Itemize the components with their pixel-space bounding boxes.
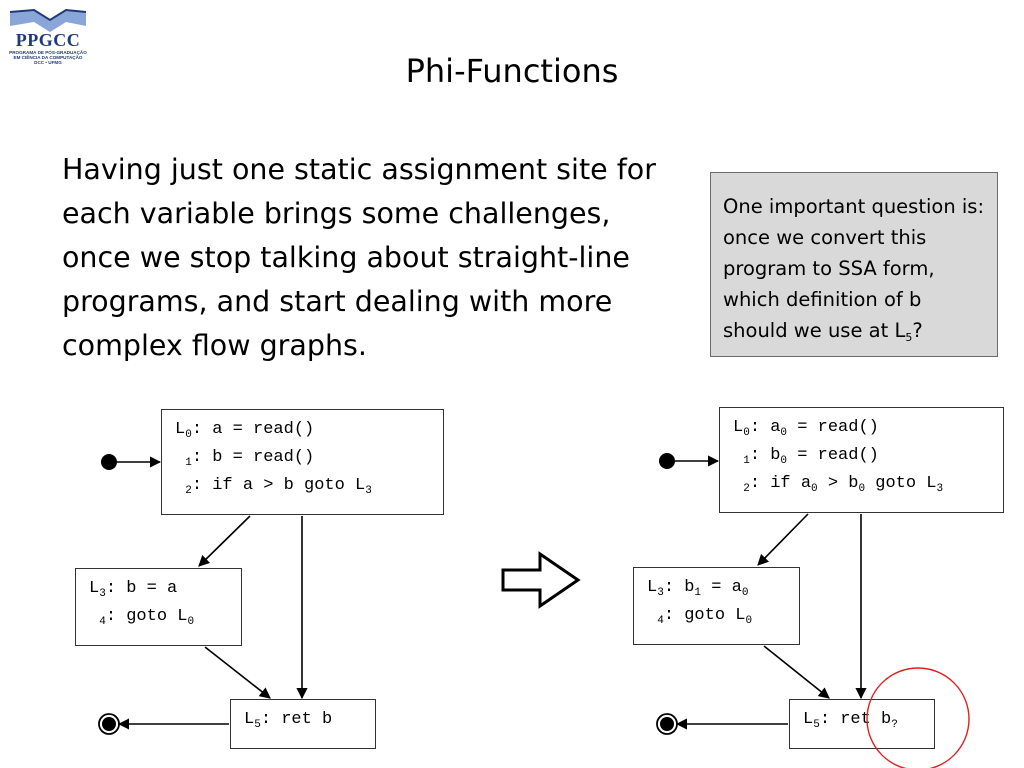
code-text	[733, 474, 743, 493]
code-text: L	[733, 418, 744, 437]
code-subscript: 0	[187, 616, 195, 628]
code-line	[647, 602, 799, 630]
left-edge-l3-to-l5	[205, 647, 270, 698]
code-subscript: 1	[743, 455, 750, 467]
callout-suffix: ?	[912, 319, 923, 342]
logo-subtitle-line-3: DCC • UFMG	[34, 60, 62, 65]
code-text: = read()	[787, 418, 879, 437]
code-line	[803, 706, 934, 734]
code-line	[647, 574, 799, 602]
code-text: > b	[817, 474, 859, 493]
code-text: : if a	[749, 474, 812, 493]
code-text: : ret b	[819, 710, 892, 729]
callout-box	[710, 172, 998, 357]
code-text: : goto L	[105, 607, 188, 626]
code-subscript: 5	[254, 719, 261, 731]
code-text: L	[647, 578, 658, 597]
right-l3-block	[633, 567, 800, 645]
left-entry-node-icon	[101, 454, 117, 470]
code-subscript: 0	[741, 587, 749, 599]
code-subscript: 0	[745, 615, 753, 627]
code-subscript: 3	[657, 587, 664, 599]
code-text: : a = read()	[191, 420, 315, 439]
code-text: L	[175, 420, 186, 439]
code-subscript: 0	[185, 429, 192, 441]
code-line	[733, 414, 1003, 442]
code-subscript: 2	[185, 485, 192, 497]
code-text: : b	[749, 446, 781, 465]
code-text: : b = read()	[191, 448, 315, 467]
slide-title: Phi-Functions	[405, 52, 619, 90]
code-text	[175, 448, 185, 467]
code-line	[89, 603, 241, 631]
code-subscript: 0	[858, 483, 866, 495]
code-line	[244, 706, 375, 734]
code-text	[175, 476, 185, 495]
left-exit-node-icon	[99, 714, 119, 734]
code-text	[89, 607, 99, 626]
code-line	[89, 575, 241, 603]
transform-arrow-icon	[503, 554, 578, 606]
code-text	[647, 606, 657, 625]
code-line	[175, 416, 443, 444]
code-text: : b	[663, 578, 695, 597]
code-text: = read()	[787, 446, 879, 465]
left-l5-block	[230, 699, 376, 749]
right-l5-block	[789, 699, 935, 749]
code-text: : ret b	[260, 710, 333, 729]
code-text	[733, 446, 743, 465]
code-subscript: 2	[743, 483, 750, 495]
code-subscript: 5	[813, 719, 820, 731]
code-subscript: 3	[365, 485, 372, 497]
logo-name: PPGCC	[15, 30, 81, 50]
left-l3-block	[75, 568, 242, 646]
code-subscript: 0	[780, 427, 788, 439]
code-subscript: 1	[185, 457, 192, 469]
code-text: L	[244, 710, 255, 729]
code-subscript: 0	[811, 483, 818, 495]
callout-text: One important question is: once we convert this program to SSA form, which definition of b should we use at L	[723, 195, 985, 342]
code-text: : goto L	[663, 606, 746, 625]
right-entry-block	[719, 407, 1004, 513]
code-text: : a	[749, 418, 781, 437]
code-subscript: 1	[694, 587, 702, 599]
code-text: : if a > b goto L	[191, 476, 366, 495]
code-text: : b = a	[105, 579, 178, 598]
callout-subscript: 5	[905, 331, 913, 344]
body-paragraph: Having just one static assignment site for each variable brings some challenges, once we stop talking about straight-line programs, and start dealing with more complex flow graphs.	[62, 153, 656, 362]
code-subscript: ?	[891, 719, 898, 731]
right-entry-node-icon	[659, 453, 675, 469]
right-edge-entry-to-l3	[758, 514, 808, 565]
left-edge-entry-to-l3	[199, 516, 250, 566]
code-subscript: 3	[936, 483, 944, 495]
code-line	[175, 444, 443, 472]
code-text: L	[89, 579, 100, 598]
code-line	[733, 442, 1003, 470]
code-subscript: 3	[99, 588, 106, 600]
code-subscript: 4	[657, 615, 664, 627]
code-text: = a	[701, 578, 742, 597]
right-exit-node-icon	[657, 714, 677, 734]
code-subscript: 4	[99, 616, 106, 628]
code-text: L	[803, 710, 814, 729]
logo-subtitle-line-2: EM CIÊNCIA DA COMPUTAÇÃO	[13, 55, 83, 60]
left-entry-block	[161, 409, 444, 515]
code-subscript: 0	[743, 427, 750, 439]
code-line	[175, 472, 443, 500]
code-subscript: 0	[780, 455, 788, 467]
logo-subtitle-line-1: PROGRAMA DE PÓS-GRADUAÇÃO	[9, 50, 87, 55]
code-text: goto L	[865, 474, 937, 493]
right-edge-l3-to-l5	[764, 646, 829, 698]
code-line	[733, 470, 1003, 498]
